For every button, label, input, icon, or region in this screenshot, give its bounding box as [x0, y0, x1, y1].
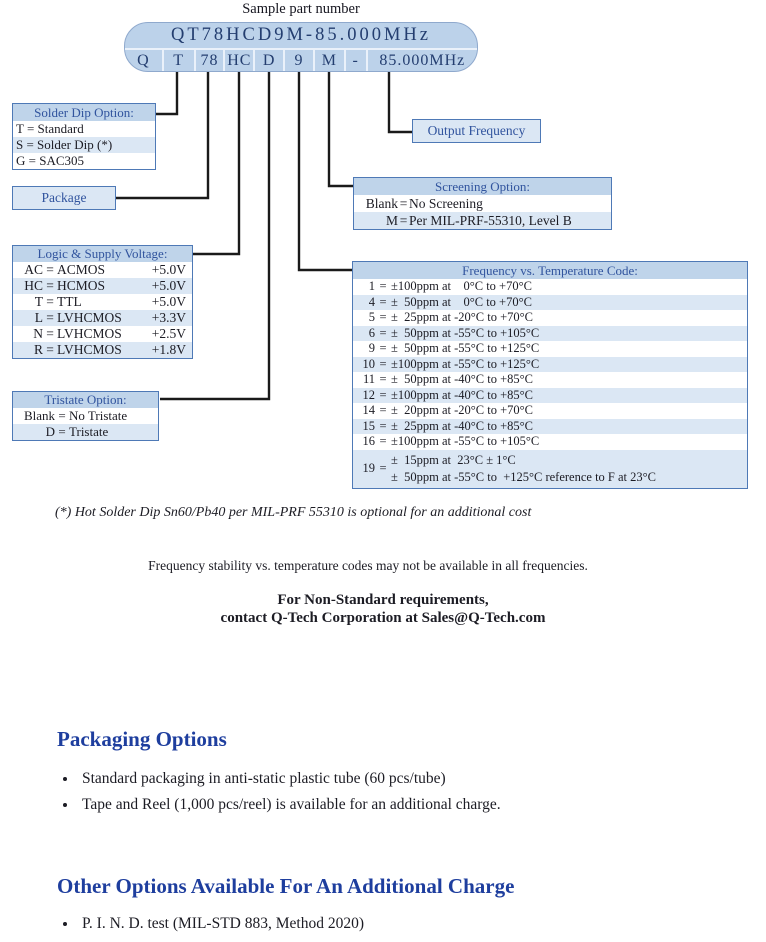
tristate-value: No Tristate	[69, 408, 128, 423]
freq-temp-row	[353, 403, 747, 419]
freq-stability: ±100ppm at 0°C to +70°C	[391, 279, 532, 293]
solder-dip-footnote: (*) Hot Solder Dip Sn60/Pb40 per MIL-PRF 55310 is optional for an additional cost	[55, 505, 532, 520]
logic-row	[13, 326, 192, 342]
logic-voltage: +5.0V	[151, 294, 186, 309]
logic-row	[13, 262, 192, 278]
segment-frequency: 85.000MHz	[366, 50, 477, 71]
freq-stability: ± 50ppm at -55°C to +105°C	[391, 325, 540, 340]
screening-code: Blank	[365, 196, 398, 211]
freq-temp-row-19	[353, 450, 747, 488]
equals-sign: =	[46, 342, 54, 357]
logic-supply-voltage-box	[12, 245, 193, 359]
connector-9-to-freq-code	[299, 72, 352, 270]
output-frequency-box: Output Frequency	[412, 119, 541, 143]
freq-code: 5	[368, 310, 375, 324]
availability-note: Frequency stability vs. temperature codes may not be available in all frequencies.	[148, 558, 588, 573]
logic-row	[13, 294, 192, 310]
equals-sign: =	[46, 278, 54, 293]
freq-stability: ± 20ppm at -20°C to +70°C	[391, 403, 533, 417]
frequency-temperature-code-box	[352, 261, 748, 489]
connector-m-to-screening	[329, 72, 353, 186]
other-options-heading: Other Options Available For An Additional Charge	[57, 874, 515, 898]
freq-code: 12	[362, 387, 375, 402]
solder-dip-header: Solder Dip Option:	[13, 104, 155, 121]
freq-stability: ±100ppm at -55°C to +105°C	[391, 434, 540, 448]
freq-code: 10	[362, 356, 375, 371]
equals-sign: =	[379, 461, 387, 475]
freq-temp-row	[353, 295, 747, 311]
segment-vendor: Q	[137, 52, 150, 69]
equals-sign: =	[46, 294, 54, 309]
logic-row	[13, 342, 192, 358]
segment-package: 78	[194, 50, 224, 71]
equals-sign: =	[46, 262, 54, 277]
logic-row	[13, 278, 192, 294]
logic-name: ACMOS	[57, 262, 106, 277]
freq-stability: ± 50ppm at 0°C to +70°C	[391, 294, 532, 309]
equals-sign: =	[58, 408, 66, 423]
connector-hc-to-logic	[193, 72, 239, 254]
equals-sign: =	[58, 424, 66, 439]
logic-code: N	[33, 326, 43, 341]
equals-sign: =	[379, 356, 387, 371]
equals-sign: =	[46, 310, 54, 325]
logic-name: LVHCMOS	[57, 342, 122, 357]
list-item: • Tape and Reel (1,000 pcs/reel) is available for an additional charge.	[78, 796, 698, 813]
logic-voltage: +5.0V	[151, 278, 186, 293]
tristate-code: D	[45, 424, 55, 439]
contact-note	[20, 591, 746, 627]
screening-row	[354, 195, 611, 212]
logic-name: HCMOS	[57, 278, 106, 293]
freq-code: 14	[362, 403, 375, 417]
package-box: Package	[12, 186, 116, 210]
tristate-header: Tristate Option:	[13, 392, 158, 408]
freq-temp-row	[353, 388, 747, 404]
freq-row19-lines	[391, 452, 747, 486]
equals-sign: =	[399, 196, 408, 211]
connector-t-to-solder-dip	[156, 72, 177, 114]
logic-voltage: +2.5V	[151, 326, 186, 341]
freq-stability: ±100ppm at -40°C to +85°C	[391, 387, 533, 402]
logic-voltage: +5.0V	[151, 262, 186, 277]
contact-line: contact Q-Tech Corporation at Sales@Q-Tech.com	[220, 610, 546, 626]
logic-voltage: +3.3V	[151, 310, 186, 325]
freq-stability: ± 50ppm at -40°C to +85°C	[391, 372, 533, 386]
freq-temp-row	[353, 310, 747, 326]
screening-option-box	[353, 177, 612, 230]
part-number-full: QT78HCD9M-85.000MHz	[125, 23, 477, 50]
freq-code: 6	[368, 325, 375, 340]
sample-part-number-label: Sample part number	[242, 1, 360, 17]
logic-code: AC	[24, 262, 43, 277]
segment-screening: M	[313, 50, 344, 71]
logic-row	[13, 310, 192, 326]
solder-dip-row: G = SAC305	[16, 153, 85, 168]
part-number-box	[124, 22, 478, 72]
logic-code: HC	[24, 278, 43, 293]
packaging-options-heading: Packaging Options	[57, 727, 227, 751]
equals-sign: =	[379, 418, 387, 433]
segment-logic: HC	[223, 50, 253, 71]
screening-code: M	[385, 213, 398, 228]
logic-voltage: +1.8V	[151, 342, 186, 357]
freq-temp-row	[353, 326, 747, 342]
equals-sign: =	[379, 387, 387, 402]
freq-stability: ± 25ppm at -40°C to +85°C	[391, 418, 533, 433]
logic-code: T	[34, 294, 43, 309]
freq-temp-row	[353, 372, 747, 388]
tristate-code: Blank	[23, 408, 55, 423]
freq-code: 19	[362, 461, 375, 475]
freq-code: 9	[368, 341, 375, 355]
freq-temp-header: Frequency vs. Temperature Code:	[353, 262, 747, 279]
segment-temp-code: 9	[283, 50, 313, 71]
packaging-bullet-list	[78, 770, 698, 822]
freq-temp-row	[353, 279, 747, 295]
equals-sign: =	[379, 434, 387, 448]
freq-stability: ±100ppm at -55°C to +125°C	[391, 356, 540, 371]
freq-temp-row	[353, 419, 747, 435]
part-number-segments	[125, 50, 477, 71]
equals-sign: =	[379, 372, 387, 386]
connector-freq-to-output	[389, 72, 412, 132]
other-options-bullet-list	[78, 915, 698, 941]
list-item: • Standard packaging in anti-static plastic tube (60 pcs/tube)	[78, 770, 698, 787]
solder-dip-option-box	[12, 103, 156, 170]
solder-dip-row: S = Solder Dip (*)	[13, 137, 155, 153]
tristate-row	[13, 408, 158, 424]
freq-temp-row	[353, 341, 747, 357]
tristate-option-box	[12, 391, 159, 441]
freq-temp-row	[353, 434, 747, 450]
equals-sign: =	[46, 326, 54, 341]
freq-stability: ± 50ppm at -55°C to +125°C	[391, 341, 540, 355]
freq-code: 15	[362, 418, 375, 433]
freq-stability: ± 25ppm at -20°C to +70°C	[391, 310, 533, 324]
screening-value: Per MIL-PRF-55310, Level B	[409, 213, 572, 228]
contact-line: For Non-Standard requirements,	[277, 592, 489, 608]
logic-name: LVHCMOS	[57, 326, 122, 341]
freq-code: 11	[362, 372, 375, 386]
logic-name: TTL	[57, 294, 82, 309]
list-item: • P. I. N. D. test (MIL-STD 883, Method 2020)	[78, 915, 698, 932]
freq-code: 16	[362, 434, 375, 448]
freq-stability: ± 50ppm at -55°C to +125°C reference to F at 23°C	[391, 469, 656, 484]
equals-sign: =	[379, 403, 387, 417]
equals-sign: =	[379, 279, 387, 293]
freq-code: 1	[368, 279, 375, 293]
equals-sign: =	[379, 310, 387, 324]
tristate-row	[13, 424, 158, 440]
tristate-value: Tristate	[69, 424, 109, 439]
logic-name: LVHCMOS	[57, 310, 122, 325]
equals-sign: =	[379, 325, 387, 340]
freq-temp-row	[353, 357, 747, 373]
equals-sign: =	[379, 341, 387, 355]
freq-stability: ± 15ppm at 23°C ± 1°C	[391, 452, 516, 467]
logic-header: Logic & Supply Voltage:	[13, 246, 192, 262]
segment-solder: T	[162, 50, 194, 71]
segment-tristate: D	[253, 50, 283, 71]
logic-code: L	[34, 310, 43, 325]
screening-header: Screening Option:	[354, 178, 611, 195]
screening-row	[354, 212, 611, 229]
equals-sign: =	[379, 294, 387, 309]
solder-dip-row: T = Standard	[16, 121, 84, 136]
equals-sign: =	[399, 213, 408, 228]
freq-code: 4	[368, 294, 375, 309]
screening-value: No Screening	[409, 196, 483, 211]
logic-code: R	[33, 342, 43, 357]
segment-dash: -	[344, 50, 366, 71]
